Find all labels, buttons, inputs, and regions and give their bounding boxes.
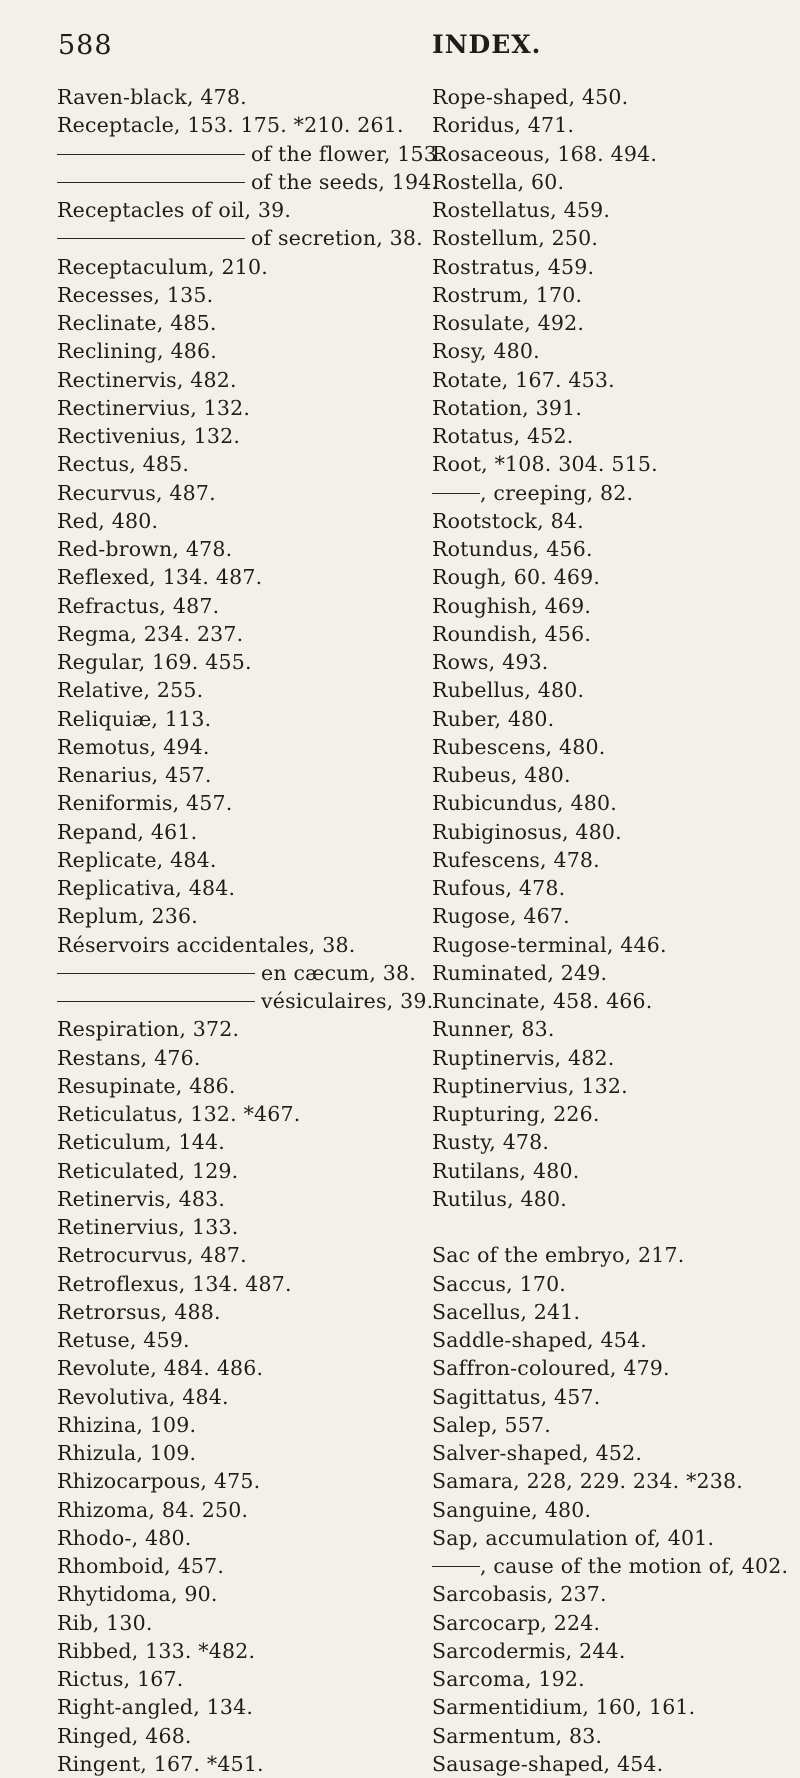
index-entry <box>57 507 417 535</box>
index-column-left <box>57 83 444 1778</box>
index-entry <box>57 1185 417 1213</box>
index-entry <box>432 140 797 168</box>
index-entry-text: of the flower, 153. <box>251 141 444 166</box>
index-entry-text: Saddle-shaped, 454. <box>432 1328 647 1352</box>
index-entry <box>57 479 417 507</box>
index-entry <box>432 281 797 309</box>
index-entry <box>57 1383 417 1411</box>
index-entry <box>57 1213 417 1241</box>
index-entry <box>432 366 797 394</box>
ditto-rule <box>57 182 245 183</box>
index-entry-text: , creeping, 82. <box>480 480 634 505</box>
index-entry <box>57 1411 417 1439</box>
index-entry-text: Sarcoma, 192. <box>432 1667 585 1691</box>
index-entry-text: Rosy, 480. <box>432 339 540 364</box>
index-entry-text: Sarcodermis, 244. <box>432 1638 626 1663</box>
index-entry-text: Sanguine, 480. <box>432 1497 592 1522</box>
index-entry-text: Sarcobasis, 237. <box>432 1582 607 1607</box>
index-entry <box>432 959 797 987</box>
index-entry-text: Restans, 476. <box>57 1045 201 1070</box>
index-entry <box>432 1467 797 1495</box>
ditto-rule <box>57 973 255 974</box>
index-entry <box>57 1609 417 1637</box>
index-entry-text: Receptacles of oil, 39. <box>57 198 292 222</box>
index-entry-text: Roridus, 471. <box>432 113 575 138</box>
index-entry-text: Recesses, 135. <box>57 282 214 307</box>
index-entry <box>432 1496 797 1524</box>
index-entry <box>432 987 797 1015</box>
index-entry <box>57 1298 417 1326</box>
index-entry-text: Rostrum, 170. <box>432 282 583 307</box>
index-entry-text: Roughish, 469. <box>432 593 592 618</box>
index-entry <box>57 1100 417 1128</box>
ditto-rule <box>57 154 245 155</box>
index-entry-text: Retrocurvus, 487. <box>57 1243 247 1268</box>
index-entry-text: Rufous, 478. <box>432 876 566 900</box>
index-entry-text: Sausage-shaped, 454. <box>432 1751 664 1776</box>
index-entry-text: Ruminated, 249. <box>432 960 608 985</box>
index-entry <box>57 1072 417 1100</box>
index-entry <box>57 196 417 224</box>
index-entry-text: Rosaceous, 168. 494. <box>432 141 658 166</box>
index-entry <box>432 1270 797 1298</box>
index-entry-text: of the seeds, 194. <box>251 169 439 194</box>
index-entry-text: Rubescens, 480. <box>432 734 606 759</box>
index-entry-text: Ruptinervius, 132. <box>432 1073 628 1098</box>
index-entry <box>432 931 797 959</box>
index-entry <box>432 733 797 761</box>
index-entry-text: Rhytidoma, 90. <box>57 1582 218 1607</box>
index-entry-text: Rusty, 478. <box>432 1130 550 1155</box>
index-entry-text: Replicate, 484. <box>57 847 217 872</box>
index-entry-text: Rows, 493. <box>432 650 549 674</box>
index-entry <box>432 592 797 620</box>
index-entry-text: Relative, 255. <box>57 678 204 703</box>
index-entry-text: Rutilus, 480. <box>432 1186 567 1211</box>
index-entry <box>57 733 417 761</box>
index-entry-text: Sarmentum, 83. <box>432 1723 603 1748</box>
index-entry-text: Reflexed, 134. 487. <box>57 565 263 590</box>
index-entry <box>432 253 797 281</box>
index-entry <box>57 253 417 281</box>
index-entry-text: Regular, 169. 455. <box>57 650 252 674</box>
index-entry <box>432 874 797 902</box>
index-entry-text: Rutilans, 480. <box>432 1158 580 1183</box>
index-entry <box>432 1044 797 1072</box>
index-entry <box>432 507 797 535</box>
index-entry <box>432 563 797 591</box>
ditto-rule <box>432 493 480 494</box>
index-entry <box>432 1580 797 1608</box>
index-entry <box>57 648 417 676</box>
index-entry <box>432 1750 797 1778</box>
index-entry-text: Reticulum, 144. <box>57 1130 225 1155</box>
index-entry-text: Retinervis, 483. <box>57 1186 226 1211</box>
index-entry <box>57 1044 417 1072</box>
index-entry <box>57 959 417 987</box>
index-entry-text: Rubicundus, 480. <box>432 791 617 816</box>
index-entry <box>57 1241 417 1269</box>
index-entry <box>57 902 417 930</box>
index-entry <box>432 1241 797 1269</box>
index-entry <box>432 1185 797 1213</box>
index-entry-text: Reliquiæ, 113. <box>57 706 212 731</box>
index-entry-text: Red, 480. <box>57 508 159 533</box>
index-entry <box>57 1750 417 1778</box>
index-column-right <box>432 83 797 1778</box>
index-entry <box>432 1693 797 1721</box>
index-entry-text: Rubeus, 480. <box>432 763 571 787</box>
index-entry <box>432 1552 797 1580</box>
index-entry-text: Rootstock, 84. <box>432 508 584 533</box>
index-entry <box>432 1298 797 1326</box>
ditto-rule <box>57 1001 255 1002</box>
index-entry <box>432 224 797 252</box>
index-entry-text: Rope-shaped, 450. <box>432 85 629 109</box>
index-entry-text: Rectus, 485. <box>57 452 190 477</box>
index-entry <box>57 281 417 309</box>
index-entry-text: Sarmentidium, 160, 161. <box>432 1695 696 1720</box>
ditto-rule <box>432 1566 480 1567</box>
index-entry <box>432 1637 797 1665</box>
index-entry-text: Rib, 130. <box>57 1610 153 1635</box>
index-entry <box>57 168 439 196</box>
index-entry <box>432 1383 797 1411</box>
index-entry <box>57 1354 417 1382</box>
index-entry-text: Ringed, 468. <box>57 1723 192 1748</box>
index-entry <box>432 1072 797 1100</box>
index-entry-text: Rubellus, 480. <box>432 678 585 703</box>
index-entry-text: Sarcocarp, 224. <box>432 1610 601 1635</box>
index-entry <box>57 1665 417 1693</box>
index-entry <box>432 535 797 563</box>
index-entry-text: , cause of the motion of, 402. <box>480 1554 789 1578</box>
index-entry-text: Reclinate, 485. <box>57 311 217 335</box>
index-entry-text: Revolutiva, 484. <box>57 1384 229 1409</box>
index-entry-text: of secretion, 38. <box>251 226 423 251</box>
index-entry <box>57 224 423 252</box>
index-entry-text: Rectinervis, 482. <box>57 367 237 392</box>
index-entry-text: Rough, 60. 469. <box>432 565 601 590</box>
index-entry <box>57 789 417 817</box>
index-entry-text: Salver-shaped, 452. <box>432 1441 643 1465</box>
index-entry <box>57 676 417 704</box>
index-entry <box>432 1609 797 1637</box>
index-entry-text: Rubiginosus, 480. <box>432 819 622 844</box>
index-entry-text: Repand, 461. <box>57 819 198 844</box>
index-entry-text: Refractus, 487. <box>57 593 220 618</box>
index-entry-text: Reniformis, 457. <box>57 791 233 816</box>
index-entry <box>432 705 797 733</box>
index-entry-text: Retroflexus, 134. 487. <box>57 1271 292 1296</box>
index-entry <box>57 1496 417 1524</box>
index-entry-text: Rugose-terminal, 446. <box>432 932 667 957</box>
index-entry <box>432 1128 797 1156</box>
index-entry <box>432 761 797 789</box>
index-entry-text: Roundish, 456. <box>432 621 592 646</box>
index-entry-text: Rhizula, 109. <box>57 1441 197 1465</box>
index-entry <box>57 846 417 874</box>
index-entry-text: Revolute, 484. 486. <box>57 1356 264 1381</box>
index-entry <box>57 1326 417 1354</box>
index-entry-text: Saccus, 170. <box>432 1271 567 1296</box>
index-entry-text: Retinervius, 133. <box>57 1215 239 1239</box>
index-entry-text: Respiration, 372. <box>57 1017 240 1042</box>
index-entry <box>57 1722 417 1750</box>
index-entry <box>432 1157 797 1185</box>
letter-section-gap <box>432 1213 797 1241</box>
index-entry <box>57 83 417 111</box>
page-header <box>0 30 800 66</box>
index-entry <box>432 196 797 224</box>
index-entry <box>57 140 444 168</box>
index-entry <box>57 1439 417 1467</box>
index-entry-text: Raven-black, 478. <box>57 85 247 109</box>
index-entry-text: Rugose, 467. <box>432 904 570 929</box>
index-entry-text: Remotus, 494. <box>57 734 210 759</box>
index-entry-text: Rhizoma, 84. 250. <box>57 1497 249 1522</box>
index-entry <box>57 761 417 789</box>
index-entry <box>57 705 417 733</box>
index-entry-text: Rosulate, 492. <box>432 311 585 335</box>
index-entry-text: Sac of the embryo, 217. <box>432 1243 685 1268</box>
index-entry <box>57 1270 417 1298</box>
index-entry-text: Root, *108. 304. 515. <box>432 452 658 477</box>
index-entry <box>57 1637 417 1665</box>
index-entry <box>432 789 797 817</box>
index-entry-text: Runner, 83. <box>432 1017 555 1042</box>
index-entry <box>432 422 797 450</box>
index-entry-text: Rostellatus, 459. <box>432 198 611 222</box>
index-entry-text: Reclining, 486. <box>57 339 217 364</box>
index-entry-text: Renarius, 457. <box>57 763 212 787</box>
index-entry-text: Ringent, 167. *451. <box>57 1751 264 1776</box>
page-number: 588 <box>58 30 113 61</box>
index-entry <box>432 394 797 422</box>
index-entry-text: Runcinate, 458. 466. <box>432 989 653 1013</box>
index-entry <box>57 620 417 648</box>
index-entry-text: Recurvus, 487. <box>57 480 216 505</box>
index-entry-text: vésiculaires, 39. <box>261 989 434 1013</box>
index-entry-text: Sacellus, 241. <box>432 1299 581 1324</box>
index-entry <box>57 592 417 620</box>
index-entry <box>57 1157 417 1185</box>
index-entry <box>432 1439 797 1467</box>
index-entry <box>432 1665 797 1693</box>
index-entry <box>57 309 417 337</box>
index-entry-text: Retrorsus, 488. <box>57 1299 221 1324</box>
index-entry-text: Resupinate, 486. <box>57 1073 236 1098</box>
index-entry <box>432 83 797 111</box>
index-entry-text: Rhizina, 109. <box>57 1412 197 1437</box>
index-entry-text: Rectinervius, 132. <box>57 395 251 420</box>
index-entry <box>57 366 417 394</box>
index-entry <box>432 1411 797 1439</box>
index-entry <box>432 111 797 139</box>
index-entry-text: Replum, 236. <box>57 904 198 929</box>
index-entry <box>57 1524 417 1552</box>
index-entry-text: Rictus, 167. <box>57 1667 184 1691</box>
index-entry-text: Rotatus, 452. <box>432 424 574 448</box>
index-entry-text: Rotation, 391. <box>432 395 583 420</box>
index-entry-text: Receptacle, 153. 175. *210. 261. <box>57 113 404 138</box>
index-entry-text: Ruptinervis, 482. <box>432 1045 615 1070</box>
index-entry <box>432 479 797 507</box>
index-entry <box>57 1128 417 1156</box>
index-entry <box>57 450 417 478</box>
index-entry <box>57 337 417 365</box>
index-entry <box>432 620 797 648</box>
index-entry-text: Ruber, 480. <box>432 706 555 731</box>
index-entry-text: Rostella, 60. <box>432 169 565 194</box>
index-entry-text: Sap, accumulation of, 401. <box>432 1525 715 1550</box>
index-entry-text: Saffron-coloured, 479. <box>432 1356 670 1381</box>
index-entry-text: Rhodo-, 480. <box>57 1525 192 1550</box>
index-entry-text: en cæcum, 38. <box>261 960 416 985</box>
index-entry-text: Sagittatus, 457. <box>432 1384 601 1409</box>
index-entry-text: Receptaculum, 210. <box>57 254 268 279</box>
index-entry <box>432 450 797 478</box>
index-entry <box>57 535 417 563</box>
index-entry-text: Rhomboid, 457. <box>57 1554 225 1578</box>
index-entry-text: Rhizocarpous, 475. <box>57 1469 261 1494</box>
index-entry <box>432 676 797 704</box>
index-entry <box>57 987 434 1015</box>
index-entry <box>432 168 797 196</box>
index-entry-text: Rotundus, 456. <box>432 537 593 561</box>
index-entry-text: Rectivenius, 132. <box>57 424 241 448</box>
index-entry-text: Replicativa, 484. <box>57 876 236 900</box>
index-entry-text: Rostellum, 250. <box>432 226 599 251</box>
index-entry <box>432 309 797 337</box>
index-entry <box>57 1552 417 1580</box>
index-entry <box>57 422 417 450</box>
index-entry <box>432 818 797 846</box>
index-entry <box>57 1693 417 1721</box>
index-entry <box>432 1015 797 1043</box>
index-entry-text: Rufescens, 478. <box>432 847 600 872</box>
ditto-rule <box>57 238 245 239</box>
index-entry-text: Regma, 234. 237. <box>57 621 244 646</box>
index-entry <box>432 1100 797 1128</box>
index-entry-text: Rotate, 167. 453. <box>432 367 615 392</box>
running-head: INDEX. <box>432 30 542 59</box>
index-entry <box>57 1015 417 1043</box>
index-entry <box>57 818 417 846</box>
index-entry-text: Reticulated, 129. <box>57 1158 239 1183</box>
index-entry <box>432 846 797 874</box>
index-entry-text: Salep, 557. <box>432 1412 551 1437</box>
index-entry <box>57 1580 417 1608</box>
index-entry <box>57 1467 417 1495</box>
index-entry-text: Red-brown, 478. <box>57 537 233 561</box>
index-entry <box>57 394 417 422</box>
index-entry-text: Rupturing, 226. <box>432 1102 600 1126</box>
index-entry-text: Rostratus, 459. <box>432 254 595 279</box>
index-entry <box>57 874 417 902</box>
index-entry <box>432 1326 797 1354</box>
index-entry-text: Right-angled, 134. <box>57 1695 254 1720</box>
index-entry <box>57 111 417 139</box>
index-entry <box>432 1354 797 1382</box>
index-entry-text: Samara, 228, 229. 234. *238. <box>432 1469 743 1494</box>
index-entry <box>432 902 797 930</box>
index-entry <box>57 931 417 959</box>
index-entry-text: Reticulatus, 132. *467. <box>57 1102 301 1126</box>
index-entry <box>432 648 797 676</box>
index-entry <box>57 563 417 591</box>
index-entry-text: Ribbed, 133. *482. <box>57 1638 256 1663</box>
index-entry <box>432 337 797 365</box>
index-entry-text: Retuse, 459. <box>57 1328 190 1352</box>
index-entry-text: Réservoirs accidentales, 38. <box>57 932 356 957</box>
index-entry <box>432 1524 797 1552</box>
index-entry <box>432 1722 797 1750</box>
